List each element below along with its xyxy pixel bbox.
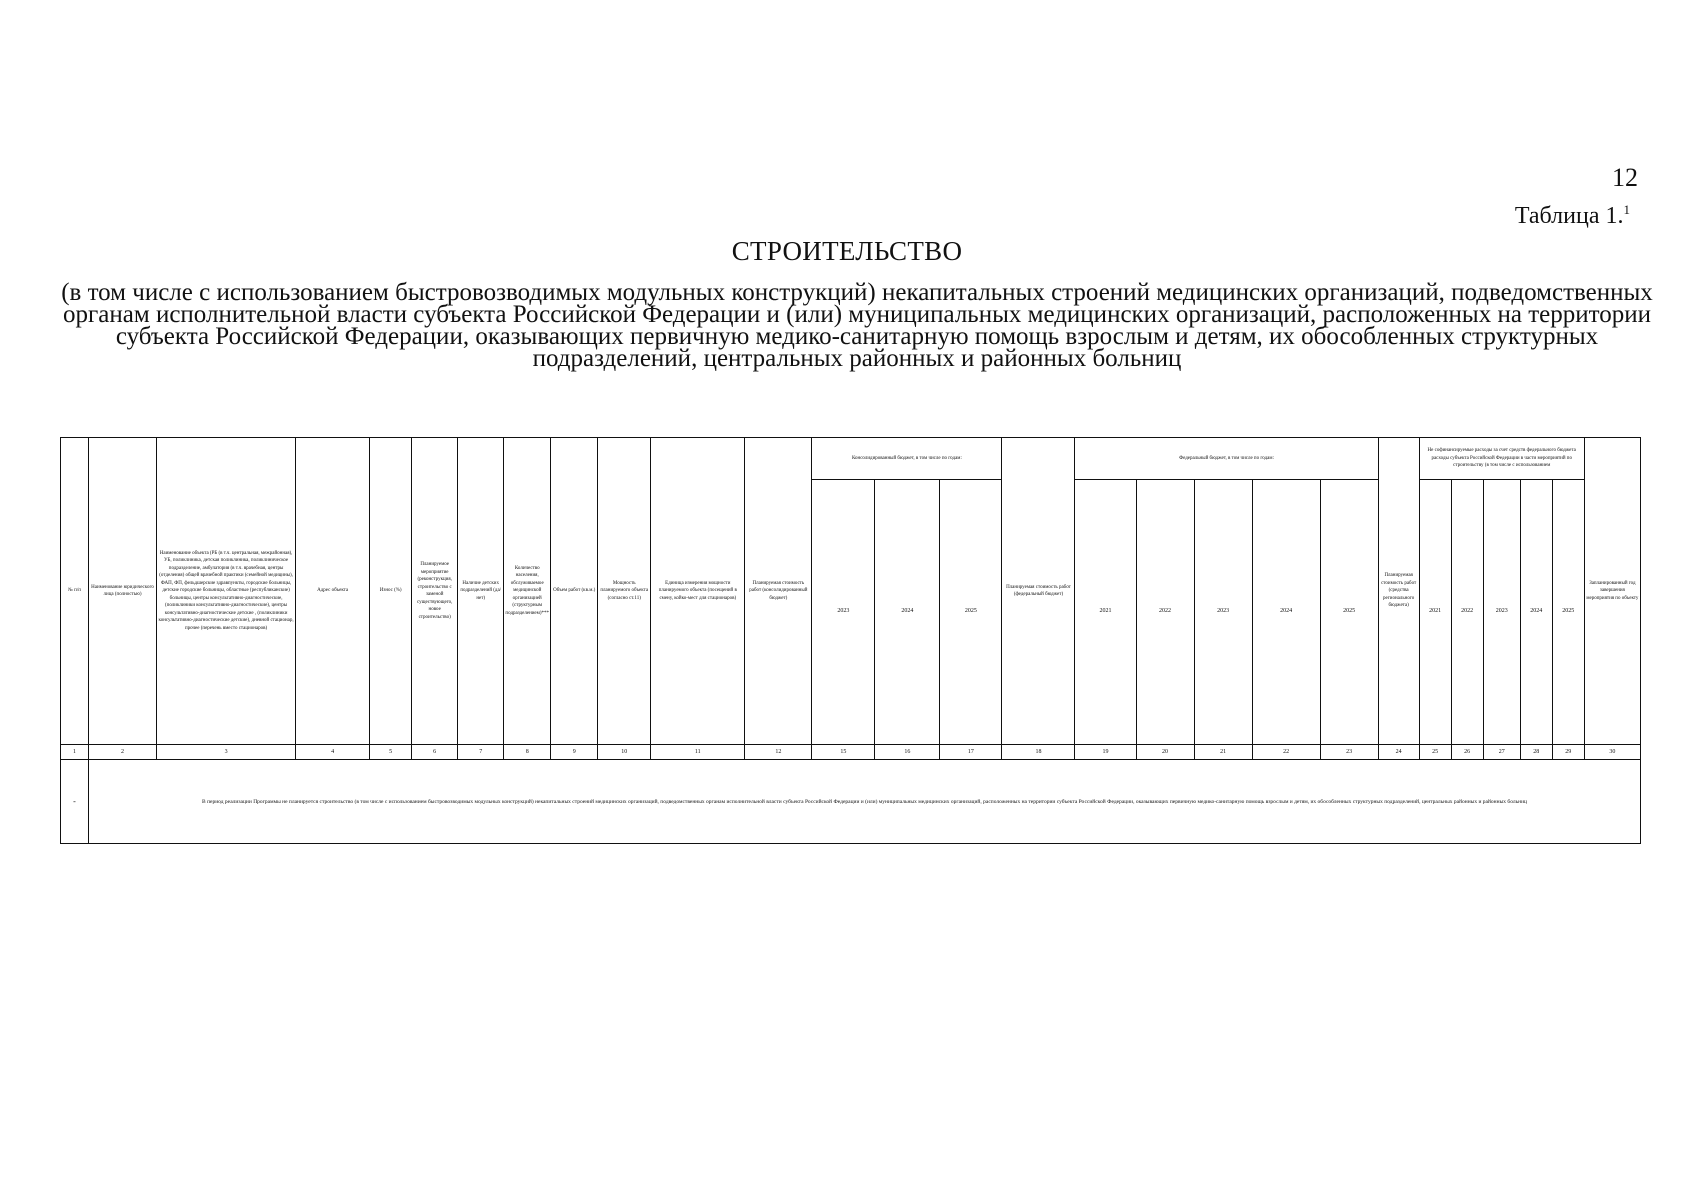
column-number: 29 [1552, 745, 1584, 760]
year-federal: 2025 [1320, 480, 1378, 745]
column-number: 7 [458, 745, 504, 760]
year-consolidated: 2024 [875, 480, 940, 745]
header-group-consolidated: Консолидированный бюджет, в том числе по годам: [812, 438, 1002, 480]
year-cofinance: 2024 [1520, 480, 1552, 745]
header-row-groups [61, 438, 1641, 480]
column-number: 12 [745, 745, 812, 760]
column-number: 4 [296, 745, 370, 760]
column-number: 17 [940, 745, 1002, 760]
column-number: 16 [875, 745, 940, 760]
column-number: 28 [1520, 745, 1552, 760]
column-number: 8 [504, 745, 551, 760]
header-c30: Запланированный год завершения мероприятия по объекту [1584, 438, 1640, 745]
year-federal: 2023 [1194, 480, 1252, 745]
header-c18: Планируемая стоимость работ (федеральный бюджет) [1002, 438, 1075, 745]
column-number: 11 [651, 745, 745, 760]
column-number: 21 [1194, 745, 1252, 760]
document-subtitle: (в том числе с использованием быстровозводимых модульных конструкций) некапитальных строений медицинских организаций, подведомственных органам исполнительной власти субъекта Российской Федерации и (или) муниципальных медицинских организаций, расположенных на территории субъекта Российской Федерации, оказывающих первичную медико-санитарную помощь взрослым и детям, их обособленных структурных подразделений, центральных районных и районных больниц [61, 279, 1653, 372]
header-c24: Планируемая стоимость работ (средства регионального бюджета) [1378, 438, 1419, 745]
column-number: 20 [1136, 745, 1194, 760]
header-c9: Объем работ (кв.м.) [551, 438, 598, 745]
column-number: 23 [1320, 745, 1378, 760]
year-consolidated: 2023 [812, 480, 875, 745]
column-number: 9 [551, 745, 598, 760]
year-cofinance: 2021 [1419, 480, 1451, 745]
construction-table [60, 437, 1641, 844]
column-number: 1 [61, 745, 89, 760]
header-c2: Наименование юридического лица (полностью) [89, 438, 157, 745]
column-number: 2 [89, 745, 157, 760]
column-number: 10 [598, 745, 651, 760]
year-federal: 2024 [1252, 480, 1320, 745]
column-number-row [61, 745, 1641, 760]
year-consolidated: 2025 [940, 480, 1002, 745]
header-c3: Наименование объекта (РБ (в т.ч. центральная, межрайонная), УБ, поликлиника, детская поликлиника, поликлиническое подразделение, амбулатория (в т.ч. врачебная, центры (отделения) общей врачебной практики (семейной медицины), ФАП, ФП, фельдшерские здравпункты, городские больницы, детские городские больницы, областные (республиканские) больницы, центры консультативно-диагностические, (поликлиники консультативно-диагностические), центры консультативно-диагностические детские , (поликлиники консультативно-диагностические детские), дневной стационар, прочее (перечень вместо стационаров) [157, 438, 296, 745]
header-c8: Количество населения, обслуживаемое медицинской организацией (структурным подразделением)*** [504, 438, 551, 745]
header-group-cofinance: Не софинансируемые расходы за счет средств федерального бюджета расходы субъекта Российской Федерации в части мероприятий по строительству (в том числе с использованием [1419, 438, 1584, 480]
header-c5: Износ (%) [370, 438, 412, 745]
column-number: 24 [1378, 745, 1419, 760]
table-label-superscript: 1 [1623, 202, 1630, 217]
year-federal: 2021 [1075, 480, 1136, 745]
column-number: 18 [1002, 745, 1075, 760]
document-heading: СТРОИТЕЛЬСТВО [731, 236, 963, 266]
column-number: 27 [1483, 745, 1520, 760]
header-c7: Наличие детских подразделений (да/нет) [458, 438, 504, 745]
note-text: В период реализации Программы не планируется строительство (в том числе с использованием быстровозводимых модульных конструкций) некапитальных строений медицинских организаций, подведомственных органам исполнительной власти субъекта Российской Федерации и (или) муниципальных медицинских организаций, расположенных на территории субъекта Российской Федерации, оказывающих первичную медико-санитарную помощь взрослым и детям, их обособленных структурных подразделений, центральных районных и районных больниц [89, 760, 1641, 844]
header-c12: Планируемая стоимость работ (консолидированный бюджет) [745, 438, 812, 745]
table-label [1515, 202, 1630, 230]
column-number: 30 [1584, 745, 1640, 760]
header-c6: Планируемое мероприятие (реконструкция, строительство с заменой существующего, новое строительство) [412, 438, 458, 745]
header-c1: № п/п [61, 438, 89, 745]
header-c11: Единица измерения мощности планируемого объекта (посещений в смену, койко-мест для стационаров) [651, 438, 745, 745]
header-group-federal: Федеральный бюджет, в том числе по годам: [1075, 438, 1378, 480]
column-number: 6 [412, 745, 458, 760]
year-cofinance: 2023 [1483, 480, 1520, 745]
note-dash: - [61, 760, 89, 844]
column-number: 22 [1252, 745, 1320, 760]
column-number: 26 [1451, 745, 1483, 760]
table-label-text: Таблица 1. [1514, 203, 1624, 229]
column-number: 25 [1419, 745, 1451, 760]
column-number: 5 [370, 745, 412, 760]
column-number: 19 [1075, 745, 1136, 760]
year-cofinance: 2025 [1552, 480, 1584, 745]
page-number: 12 [1612, 163, 1638, 192]
column-number: 3 [157, 745, 296, 760]
header-c10: Мощность планируемого объекта (согласно ст.11) [598, 438, 651, 745]
note-row [61, 760, 1641, 844]
header-c4: Адрес объекта [296, 438, 370, 745]
year-cofinance: 2022 [1451, 480, 1483, 745]
column-number: 15 [812, 745, 875, 760]
year-federal: 2022 [1136, 480, 1194, 745]
